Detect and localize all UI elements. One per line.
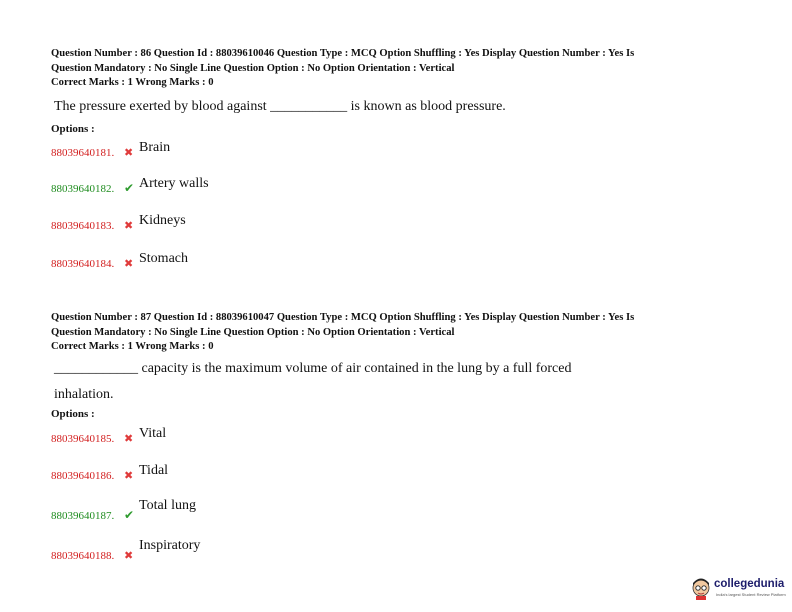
options-label: Options :: [51, 123, 95, 135]
question-meta-line: Question Mandatory : No Single Line Question Option : No Option Orientation : Vertical: [51, 62, 455, 74]
check-icon: ✔: [124, 181, 135, 195]
question-block-87: [51, 311, 751, 562]
option-text: Brain: [139, 140, 171, 155]
mascot-logo-icon: [690, 575, 712, 601]
question-marks: Correct Marks : 1 Wrong Marks : 0: [51, 341, 214, 352]
cross-icon: ✖: [124, 219, 134, 232]
option-text: Kidneys: [139, 213, 186, 228]
question-meta-line: Question Number : 86 Question Id : 88039610046 Question Type : MCQ Option Shuffling : Yes Display Question Number : Yes Is: [51, 48, 635, 59]
option-id: 88039640185.: [51, 433, 115, 445]
question-marks: Correct Marks : 1 Wrong Marks : 0: [51, 77, 214, 88]
option-id: 88039640188.: [51, 550, 115, 562]
cross-icon: ✖: [124, 549, 134, 562]
option-id: 88039640187.: [51, 510, 115, 522]
cross-icon: ✖: [124, 432, 134, 445]
cross-icon: ✖: [124, 146, 134, 159]
option-id: 88039640183.: [51, 220, 115, 232]
logo-name: collegedunia: [714, 578, 785, 590]
option-text: Stomach: [139, 251, 188, 266]
question-meta-line: Question Mandatory : No Single Line Question Option : No Option Orientation : Vertical: [51, 326, 455, 338]
question-meta-line: Question Number : 87 Question Id : 88039610047 Question Type : MCQ Option Shuffling : Yes Display Question Number : Yes Is: [51, 312, 635, 323]
check-icon: ✔: [124, 508, 135, 522]
option-text: Tidal: [139, 463, 169, 478]
question-text-continued: inhalation.: [54, 387, 114, 402]
collegedunia-logo: [690, 575, 785, 603]
question-text: The pressure exerted by blood against ___________ is known as blood pressure.: [54, 99, 506, 114]
question-block-86: [51, 47, 751, 270]
option-text: Inspiratory: [139, 538, 201, 553]
option-id: 88039640186.: [51, 470, 115, 482]
option-text: Vital: [139, 426, 167, 441]
question-text: ____________ capacity is the maximum volume of air contained in the lung by a full forced: [54, 361, 572, 376]
cross-icon: ✖: [124, 469, 134, 482]
options-label: Options :: [51, 408, 95, 420]
cross-icon: ✖: [124, 257, 134, 270]
option-text: Artery walls: [139, 176, 209, 191]
option-id: 88039640182.: [51, 183, 115, 195]
logo-tagline: India's largest Student Review Platform: [716, 592, 786, 597]
option-text: Total lung: [139, 498, 196, 513]
option-id: 88039640184.: [51, 258, 115, 270]
option-id: 88039640181.: [51, 147, 115, 159]
